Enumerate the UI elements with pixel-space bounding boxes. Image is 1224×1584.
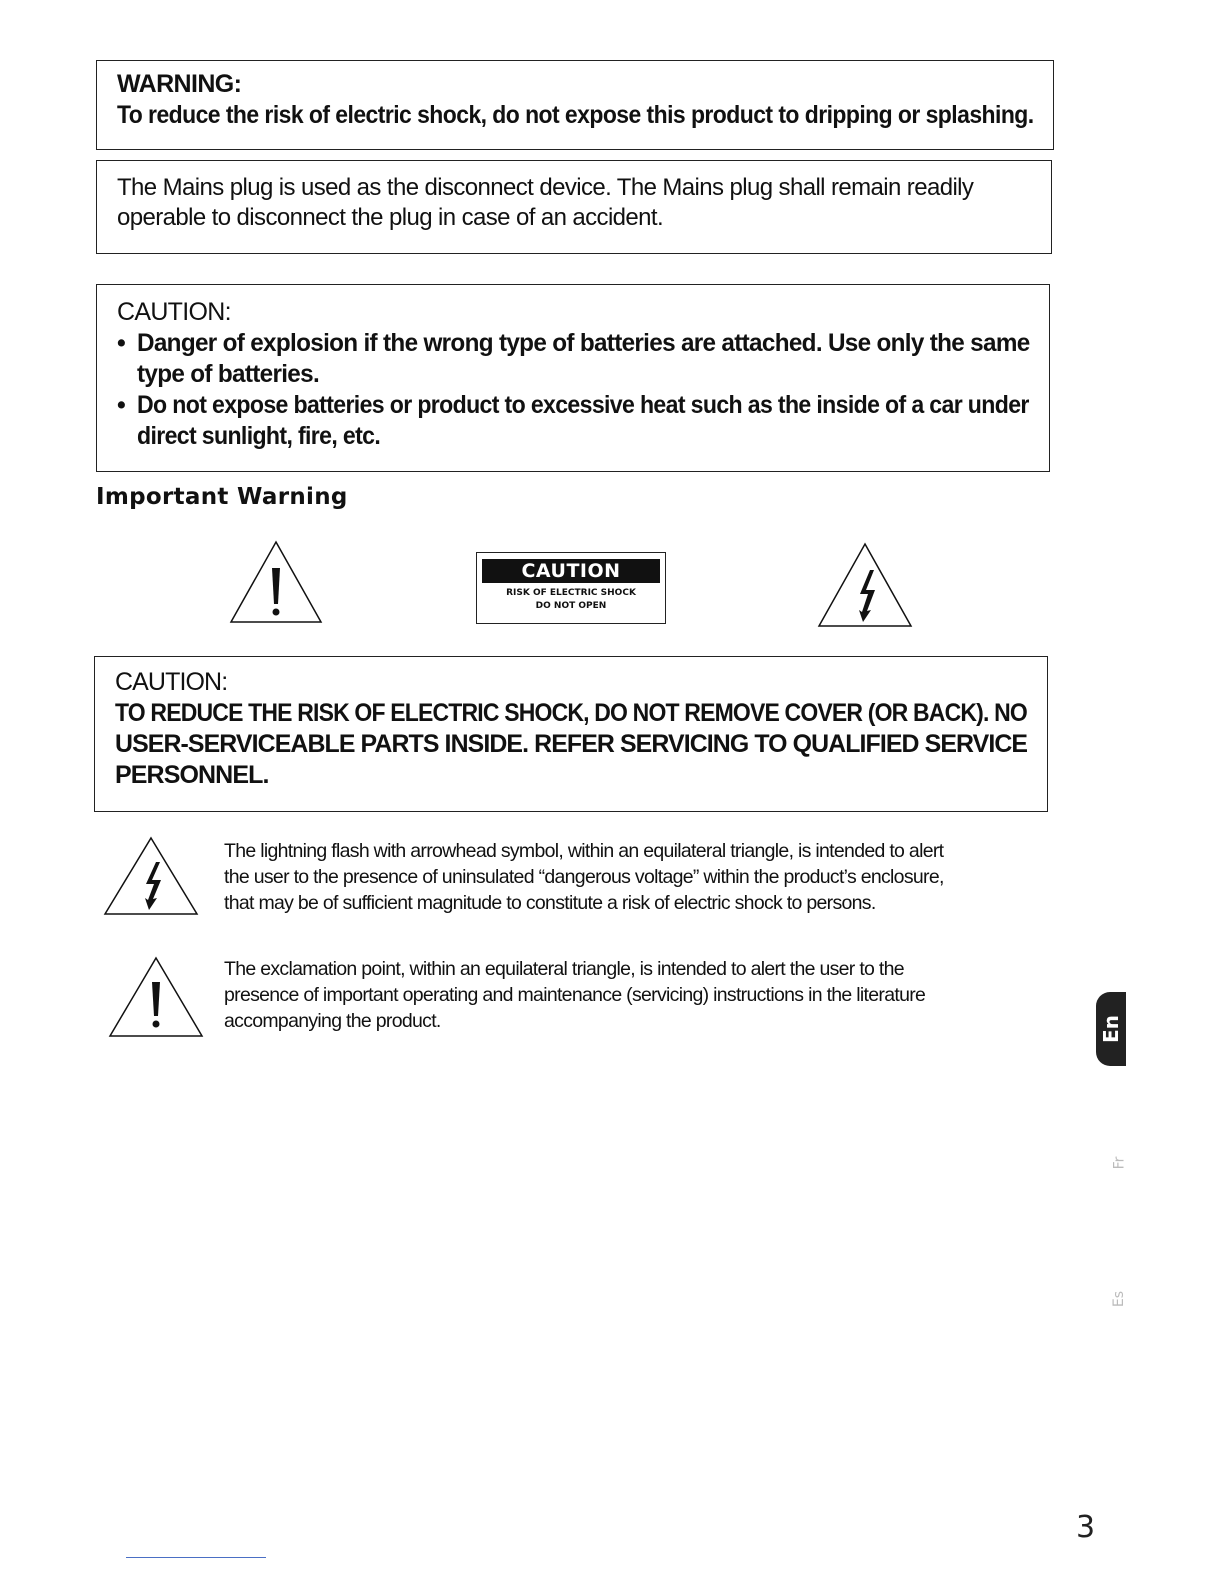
lightning-explanation bbox=[224, 838, 1044, 916]
caution-label-line1: RISK OF ELECTRIC SHOCK bbox=[506, 588, 636, 598]
page-number: 3 bbox=[1076, 1510, 1096, 1545]
exclamation-explanation bbox=[224, 956, 1044, 1034]
caution-bullet-line: Danger of explosion if the wrong type of batteries are attached. Use only the same bbox=[137, 329, 1030, 357]
language-tab-faint bbox=[1110, 1282, 1128, 1316]
bullet-icon: • bbox=[117, 391, 126, 419]
exclamation-triangle-icon bbox=[228, 538, 324, 626]
lightning-explanation-line: The lightning flash with arrowhead symbol, within an equilateral triangle, is intended to alert bbox=[224, 840, 944, 862]
warning-text: To reduce the risk of electric shock, do not expose this product to dripping or splashing. bbox=[117, 101, 1034, 129]
caution-cover-box bbox=[94, 656, 1048, 812]
warning-box bbox=[96, 60, 1054, 150]
exclamation-explanation-line: accompanying the product. bbox=[224, 1010, 441, 1032]
language-tab-label: En bbox=[1099, 1015, 1123, 1043]
lightning-explanation-line: the user to the presence of uninsulated “dangerous voltage” within the product’s enclosure, bbox=[224, 866, 944, 888]
caution-cover-heading: CAUTION: bbox=[115, 668, 228, 696]
mains-line-1: The Mains plug is used as the disconnect device. The Mains plug shall remain readily bbox=[117, 174, 974, 201]
exclamation-explanation-line: presence of important operating and maintenance (servicing) instructions in the literature bbox=[224, 984, 926, 1006]
exclamation-explanation-line: The exclamation point, within an equilateral triangle, is intended to alert the user to the bbox=[224, 958, 904, 980]
caution-label-title: CAUTION bbox=[482, 559, 660, 583]
important-warning-heading: Important Warning bbox=[96, 484, 348, 510]
lightning-explanation-line: that may be of sufficient magnitude to constitute a risk of electric shock to persons. bbox=[224, 892, 876, 914]
caution-bullet-line: Do not expose batteries or product to excessive heat such as the inside of a car under bbox=[137, 391, 1029, 419]
caution-batteries-heading: CAUTION: bbox=[117, 298, 231, 326]
lightning-triangle-icon bbox=[102, 834, 200, 918]
language-tab-faint-label: Fr bbox=[1110, 1156, 1127, 1170]
caution-label-line2: DO NOT OPEN bbox=[535, 601, 607, 611]
caution-cover-line: TO REDUCE THE RISK OF ELECTRIC SHOCK, DO NOT REMOVE COVER (OR BACK). NO bbox=[115, 699, 1027, 727]
caution-batteries-box bbox=[96, 284, 1050, 472]
caution-shock-label bbox=[476, 552, 666, 624]
exclamation-triangle-icon bbox=[106, 954, 206, 1040]
lightning-triangle-icon bbox=[816, 540, 914, 628]
warning-heading: WARNING: bbox=[117, 70, 242, 98]
language-tab-english bbox=[1096, 992, 1126, 1066]
mains-line-2: operable to disconnect the plug in case of an accident. bbox=[117, 204, 664, 231]
caution-bullet-line: direct sunlight, fire, etc. bbox=[137, 422, 381, 450]
caution-bullet-item bbox=[117, 328, 1029, 390]
language-tab-faint-label: Es bbox=[1110, 1290, 1127, 1308]
caution-bullet-line: type of batteries. bbox=[137, 360, 320, 388]
caution-cover-line: USER-SERVICEABLE PARTS INSIDE. REFER SERVICING TO QUALIFIED SERVICE bbox=[115, 730, 1028, 758]
language-tab-faint bbox=[1110, 1146, 1128, 1180]
footer-rule bbox=[126, 1557, 266, 1558]
mains-plug-notice bbox=[96, 160, 1052, 254]
caution-cover-line: PERSONNEL. bbox=[115, 761, 269, 789]
bullet-icon: • bbox=[117, 329, 126, 357]
caution-bullet-item bbox=[117, 390, 1029, 452]
